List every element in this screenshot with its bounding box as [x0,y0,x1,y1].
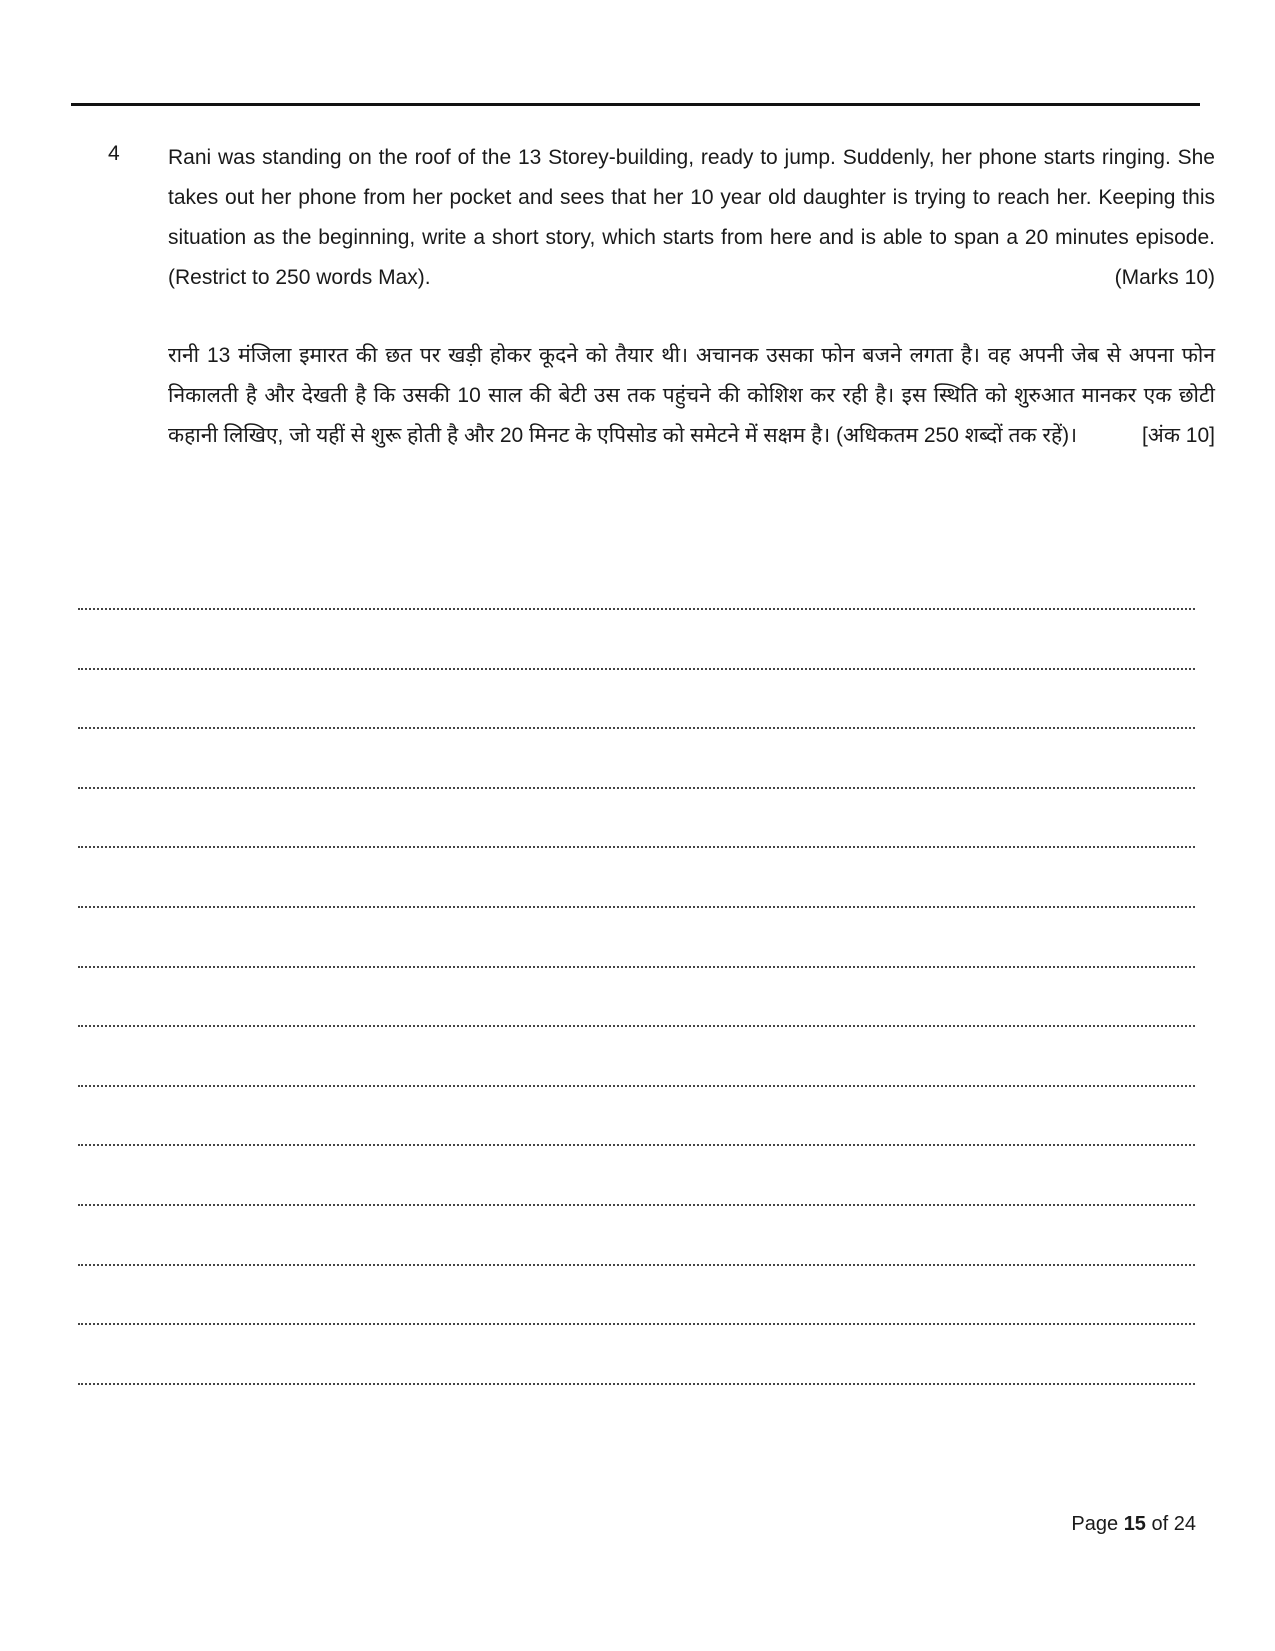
answer-line[interactable] [78,1375,1195,1435]
footer-prefix: Page [1071,1513,1119,1535]
total-pages: 24 [1173,1513,1196,1535]
answer-line[interactable] [78,958,1195,1018]
footer-of: of [1151,1513,1169,1535]
marks-hindi: [अंक 10] [1141,424,1215,447]
answer-line[interactable] [78,1196,1195,1256]
answer-line[interactable] [78,719,1195,779]
answer-line[interactable] [78,898,1195,958]
header-rule [71,103,1200,106]
current-page-number: 15 [1123,1513,1146,1535]
answer-line[interactable] [78,1136,1195,1196]
answer-area[interactable] [78,600,1195,1434]
page-footer [1071,1513,1196,1536]
answer-line[interactable] [78,1256,1195,1316]
answer-line[interactable] [78,1077,1195,1137]
question-text-english [168,138,1215,298]
question-hindi-body: रानी 13 मंजिला इमारत की छत पर खड़ी होकर कूदने को तैयार थी। अचानक उसका फोन बजने लगता है। वह अपनी जेब से अपना फोन निकालती है और देखती है कि उसकी 10 साल की बेटी उस तक पहुंचने की कोशिश कर रही है। इस स्थिति को शुरुआत मानकर एक छोटी कहानी लिखिए, जो यहीं से शुरू होती है और 20 मिनट के एपिसोड को समेटने में सक्षम है। (अधिकतम 250 शब्दों तक रहें)। [168,344,1215,447]
marks-english: (Marks 10) [1114,266,1215,289]
answer-line[interactable] [78,838,1195,898]
answer-line[interactable] [78,600,1195,660]
question-english-body: Rani was standing on the roof of the 13 Storey-building, ready to jump. Suddenly, her phone starts ringing. She takes out her phone from her pocket and sees that her 10 year old daughter is trying to reach her. Keeping this situation as the beginning, write a short story, which starts from here and is able to span a 20 minutes episode. (Restrict to 250 words Max). [168,146,1215,289]
question-number: 4 [108,142,120,165]
answer-line[interactable] [78,1315,1195,1375]
question-text-hindi [168,336,1215,456]
answer-line[interactable] [78,660,1195,720]
answer-line[interactable] [78,779,1195,839]
answer-line[interactable] [78,1017,1195,1077]
